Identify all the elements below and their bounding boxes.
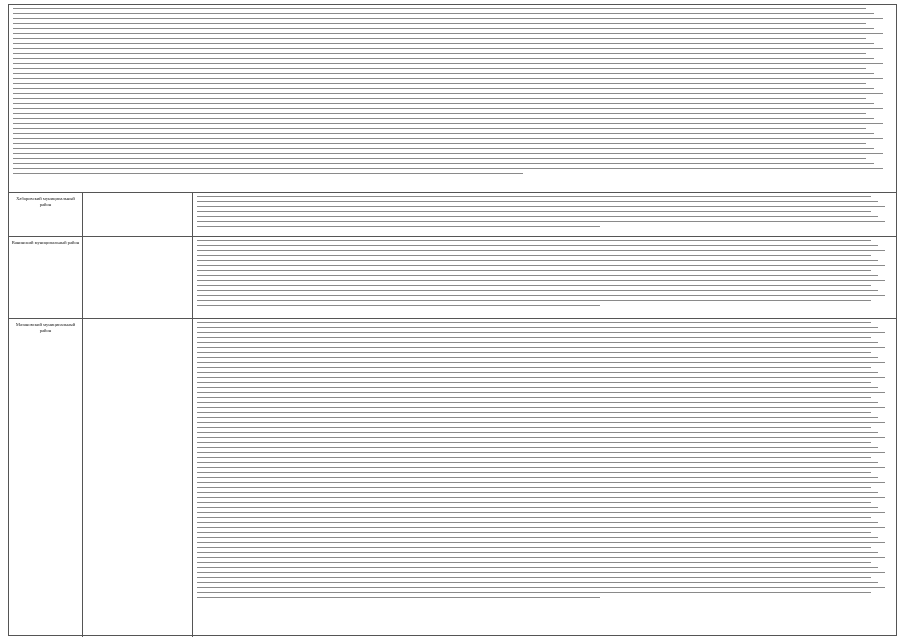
text-line-placeholder <box>13 43 874 44</box>
text-line-placeholder <box>197 367 871 368</box>
text-line-placeholder <box>197 300 871 301</box>
text-line-placeholder <box>197 432 878 433</box>
text-line-placeholder <box>13 48 883 49</box>
text-line-placeholder <box>197 577 871 578</box>
text-line-placeholder <box>13 148 874 149</box>
text-line-placeholder <box>13 8 866 9</box>
text-line-placeholder <box>197 512 885 513</box>
district-name: Мазановский муниципальный район <box>15 322 76 333</box>
text-line-placeholder <box>197 342 878 343</box>
text-line-placeholder <box>13 78 883 79</box>
text-line-placeholder <box>197 280 885 281</box>
text-line-placeholder <box>197 407 885 408</box>
district-cell <box>9 193 83 236</box>
text-line-placeholder <box>197 472 871 473</box>
text-line-placeholder <box>197 382 871 383</box>
text-line-placeholder <box>197 517 871 518</box>
object-cell <box>83 319 193 637</box>
text-line-placeholder <box>197 567 878 568</box>
text-line-placeholder <box>13 88 874 89</box>
text-line-placeholder <box>197 467 885 468</box>
text-line-placeholder <box>197 221 885 222</box>
waste-list-text <box>193 319 896 637</box>
text-line-placeholder <box>197 245 878 246</box>
text-line-placeholder <box>197 322 871 323</box>
text-line-placeholder <box>13 83 866 84</box>
text-line-placeholder <box>197 211 871 212</box>
text-line-placeholder <box>197 527 885 528</box>
table-row <box>9 193 896 237</box>
text-line-placeholder <box>13 73 874 74</box>
text-line-placeholder <box>197 487 871 488</box>
text-line-placeholder <box>13 138 883 139</box>
text-line-placeholder <box>197 477 878 478</box>
text-line-placeholder <box>197 447 878 448</box>
document-page <box>8 4 897 636</box>
text-line-placeholder <box>13 23 866 24</box>
text-line-placeholder <box>13 128 866 129</box>
district-name: Ванинский муниципальный район <box>11 240 80 245</box>
text-line-placeholder <box>197 295 885 296</box>
text-line-placeholder <box>197 582 878 583</box>
text-line-placeholder <box>13 118 874 119</box>
text-line-placeholder <box>197 422 885 423</box>
text-line-placeholder <box>197 482 885 483</box>
text-line-placeholder <box>197 270 871 271</box>
text-line-placeholder <box>197 206 885 207</box>
text-line-placeholder <box>197 442 871 443</box>
text-line-placeholder <box>197 275 878 276</box>
text-line-placeholder <box>197 196 871 197</box>
text-line-placeholder <box>197 507 878 508</box>
text-line-placeholder <box>13 108 883 109</box>
text-line-placeholder <box>197 392 885 393</box>
text-line-placeholder <box>197 452 885 453</box>
text-line-placeholder <box>197 552 878 553</box>
text-line-placeholder <box>197 201 878 202</box>
text-line-placeholder <box>197 572 885 573</box>
text-line-placeholder <box>197 255 871 256</box>
text-line-placeholder <box>197 216 878 217</box>
text-line-placeholder <box>197 357 878 358</box>
table-row <box>9 319 896 637</box>
district-name: Хабаровский муниципальный район <box>16 196 75 207</box>
text-line-placeholder <box>197 352 871 353</box>
text-line-placeholder <box>13 53 866 54</box>
text-line-placeholder <box>197 265 885 266</box>
text-line-placeholder <box>197 362 885 363</box>
text-line-placeholder <box>13 158 866 159</box>
text-line-placeholder <box>197 597 600 598</box>
text-line-placeholder <box>197 337 871 338</box>
text-line-placeholder <box>13 93 883 94</box>
text-line-placeholder <box>197 240 871 241</box>
text-line-placeholder <box>13 68 866 69</box>
waste-list-text <box>193 193 896 236</box>
text-line-placeholder <box>197 562 871 563</box>
text-line-placeholder <box>197 285 871 286</box>
text-line-placeholder <box>13 18 883 19</box>
table-row <box>9 5 896 193</box>
waste-list-text <box>193 237 896 318</box>
text-line-placeholder <box>197 250 885 251</box>
text-line-placeholder <box>197 537 878 538</box>
text-line-placeholder <box>197 522 878 523</box>
text-line-placeholder <box>13 143 866 144</box>
district-cell <box>9 237 83 318</box>
text-line-placeholder <box>197 387 878 388</box>
text-line-placeholder <box>13 33 883 34</box>
text-line-placeholder <box>197 532 871 533</box>
text-line-placeholder <box>13 168 883 169</box>
text-line-placeholder <box>197 397 871 398</box>
waste-list-text <box>9 5 896 192</box>
text-line-placeholder <box>197 492 878 493</box>
text-line-placeholder <box>197 327 878 328</box>
text-line-placeholder <box>197 260 878 261</box>
text-line-placeholder <box>197 457 871 458</box>
text-line-placeholder <box>197 437 885 438</box>
text-line-placeholder <box>197 542 885 543</box>
district-cell <box>9 319 83 637</box>
text-line-placeholder <box>13 58 874 59</box>
text-line-placeholder <box>13 153 883 154</box>
text-line-placeholder <box>13 98 866 99</box>
text-line-placeholder <box>197 502 871 503</box>
text-line-placeholder <box>13 113 866 114</box>
object-cell <box>83 193 193 236</box>
text-line-placeholder <box>197 377 885 378</box>
text-line-placeholder <box>197 332 885 333</box>
text-line-placeholder <box>13 163 874 164</box>
text-line-placeholder <box>197 305 600 306</box>
text-line-placeholder <box>197 417 878 418</box>
text-line-placeholder <box>197 587 885 588</box>
text-line-placeholder <box>197 347 885 348</box>
object-cell <box>83 237 193 318</box>
text-line-placeholder <box>197 290 878 291</box>
table-row <box>9 237 896 319</box>
text-line-placeholder <box>13 133 874 134</box>
text-line-placeholder <box>13 103 874 104</box>
text-line-placeholder <box>197 547 871 548</box>
text-line-placeholder <box>197 372 878 373</box>
text-line-placeholder <box>197 402 878 403</box>
text-line-placeholder <box>197 427 871 428</box>
text-line-placeholder <box>13 173 523 174</box>
text-line-placeholder <box>197 412 871 413</box>
text-line-placeholder <box>197 462 878 463</box>
text-line-placeholder <box>13 38 866 39</box>
text-line-placeholder <box>197 592 871 593</box>
text-line-placeholder <box>197 226 600 227</box>
text-line-placeholder <box>13 13 874 14</box>
text-line-placeholder <box>13 28 874 29</box>
text-line-placeholder <box>197 497 885 498</box>
text-line-placeholder <box>197 557 885 558</box>
text-line-placeholder <box>13 123 883 124</box>
text-line-placeholder <box>13 63 883 64</box>
